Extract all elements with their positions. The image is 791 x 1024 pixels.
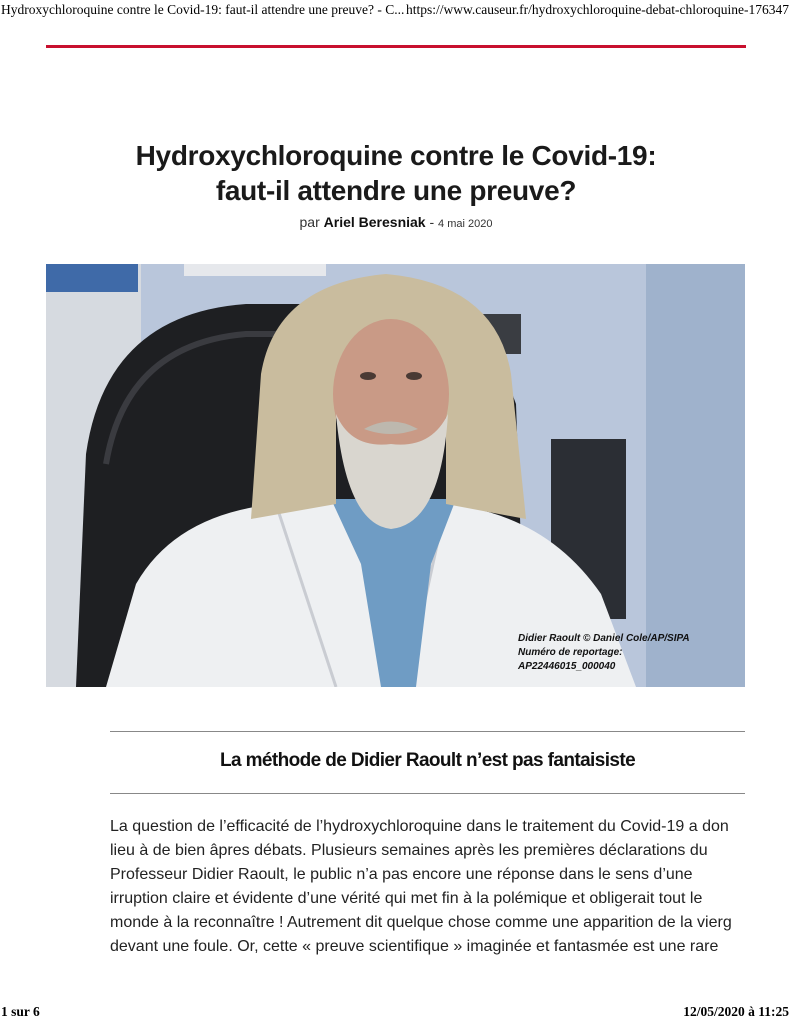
byline xyxy=(46,214,746,230)
body-line: lieu à de bien âpres débats. Plusieurs semaines après les premières déclarations du xyxy=(110,842,708,859)
subtitle-bottom-divider xyxy=(110,793,745,794)
author-link[interactable]: Ariel Beresniak xyxy=(323,214,426,230)
print-datetime: 12/05/2020 à 11:25 xyxy=(683,1004,789,1019)
photo-caption xyxy=(518,632,690,674)
body-line: irruption claire et évidente d’une vérité qui met fin à la polémique et obligerait tout le xyxy=(110,890,703,907)
photo-illustration xyxy=(46,264,745,687)
print-page-title: Hydroxychloroquine contre le Covid-19: faut-il attendre une preuve? - C... xyxy=(1,2,405,17)
body-line: La question de l’efficacité de l’hydroxychloroquine dans le traitement du Covid-19 a don xyxy=(110,818,729,835)
body-line: monde à la reconnaître ! Autrement dit quelque chose comme une apparition de la vierg xyxy=(110,914,732,931)
byline-separator: - xyxy=(429,214,435,230)
print-footer xyxy=(0,1002,791,1022)
caption-credit: Didier Raoult © Daniel Cole/AP/SIPA xyxy=(518,633,690,644)
section-subtitle: La méthode de Didier Raoult n’est pas fantaisiste xyxy=(219,750,636,771)
caption-report-label: Numéro de reportage: xyxy=(518,647,623,658)
accent-rule xyxy=(46,45,746,48)
publish-date: 4 mai 2020 xyxy=(438,218,493,230)
page-indicator: 1 sur 6 xyxy=(1,1004,40,1019)
article-body xyxy=(110,815,745,965)
title-line-1: Hydroxychloroquine contre le Covid-19: xyxy=(135,140,657,171)
body-line: devant une foule. Or, cette « preuve scientifique » imaginée et fantasmée est une rare xyxy=(110,938,719,955)
caption-report-number: AP22446015_000040 xyxy=(518,661,616,672)
title-line-2: faut-il attendre une preuve? xyxy=(215,175,577,206)
byline-prefix: par xyxy=(299,214,320,230)
article-photo xyxy=(46,264,745,687)
page-title xyxy=(46,138,746,208)
print-header xyxy=(0,0,791,20)
print-url[interactable]: https://www.causeur.fr/hydroxychloroquine-debat-chloroquine-176347 xyxy=(405,2,789,17)
subtitle-top-divider xyxy=(110,731,745,732)
body-line: Professeur Didier Raoult, le public n’a pas encore une réponse dans le sens d’une xyxy=(110,866,693,883)
